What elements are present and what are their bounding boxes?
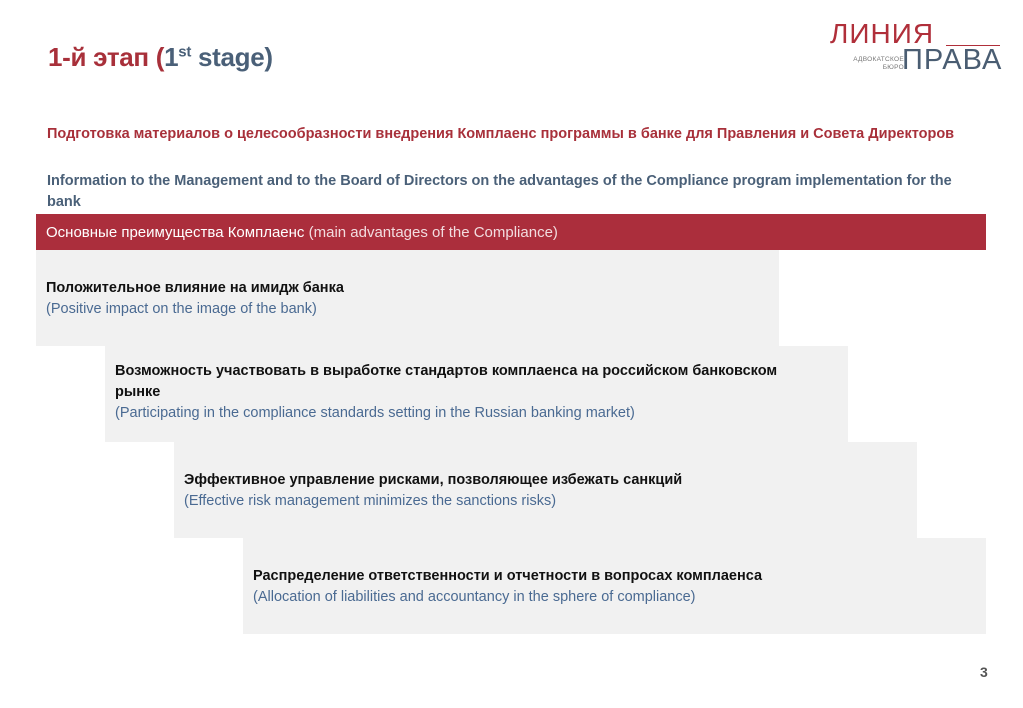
logo-sub1: АДВОКАТСКОЕ xyxy=(853,56,904,63)
title-en xyxy=(164,42,273,72)
step-2-ru: Возможность участвовать в выработке стандартов комплаенса на российском банковском рынке xyxy=(115,363,778,400)
subtitle-en: Information to the Management and to the Board of Directors on the advantages of the Compliance program implementation for the bank xyxy=(47,173,952,210)
page-number: 3 xyxy=(980,664,988,680)
logo-sub2: БЮРО xyxy=(882,64,904,71)
title-ru: 1-й этап ( xyxy=(48,42,165,72)
step-3-en: (Effective risk management minimizes the sanctions risks) xyxy=(184,493,557,509)
company-logo xyxy=(828,18,1003,80)
step-4-ru: Распределение ответственности и отчетности в вопросах комплаенса xyxy=(253,568,763,584)
step-box-2 xyxy=(105,346,848,442)
page-title xyxy=(48,42,273,73)
step-2-en: (Participating in the compliance standards setting in the Russian banking market) xyxy=(115,405,635,421)
step-1-en: (Positive impact on the image of the bank) xyxy=(46,301,317,317)
logo-subtitle xyxy=(842,56,904,72)
title-en-number: 1 xyxy=(164,42,179,72)
banner-ru: Основные преимущества Комплаенс xyxy=(46,224,305,241)
logo-line2: ПРАВА xyxy=(902,44,1003,76)
step-4-en: (Allocation of liabilities and accountancy in the sphere of compliance) xyxy=(253,589,696,605)
step-1-ru: Положительное влияние на имидж банка xyxy=(46,280,344,296)
logo-line1: ЛИНИЯ xyxy=(830,18,935,49)
banner-en: (main advantages of the Compliance) xyxy=(304,224,558,241)
step-box-4 xyxy=(243,538,986,634)
title-en-word: stage) xyxy=(191,42,273,72)
subtitle-ru: Подготовка материалов о целесообразности внедрения Комплаенс программы в банке для Правления и Совета Директоров xyxy=(47,126,955,142)
step-box-1 xyxy=(36,250,779,346)
step-3-ru: Эффективное управление рисками, позволяющее избежать санкций xyxy=(184,472,683,488)
title-en-superscript: st xyxy=(178,43,192,61)
section-banner xyxy=(36,214,986,250)
step-box-3 xyxy=(174,442,917,538)
